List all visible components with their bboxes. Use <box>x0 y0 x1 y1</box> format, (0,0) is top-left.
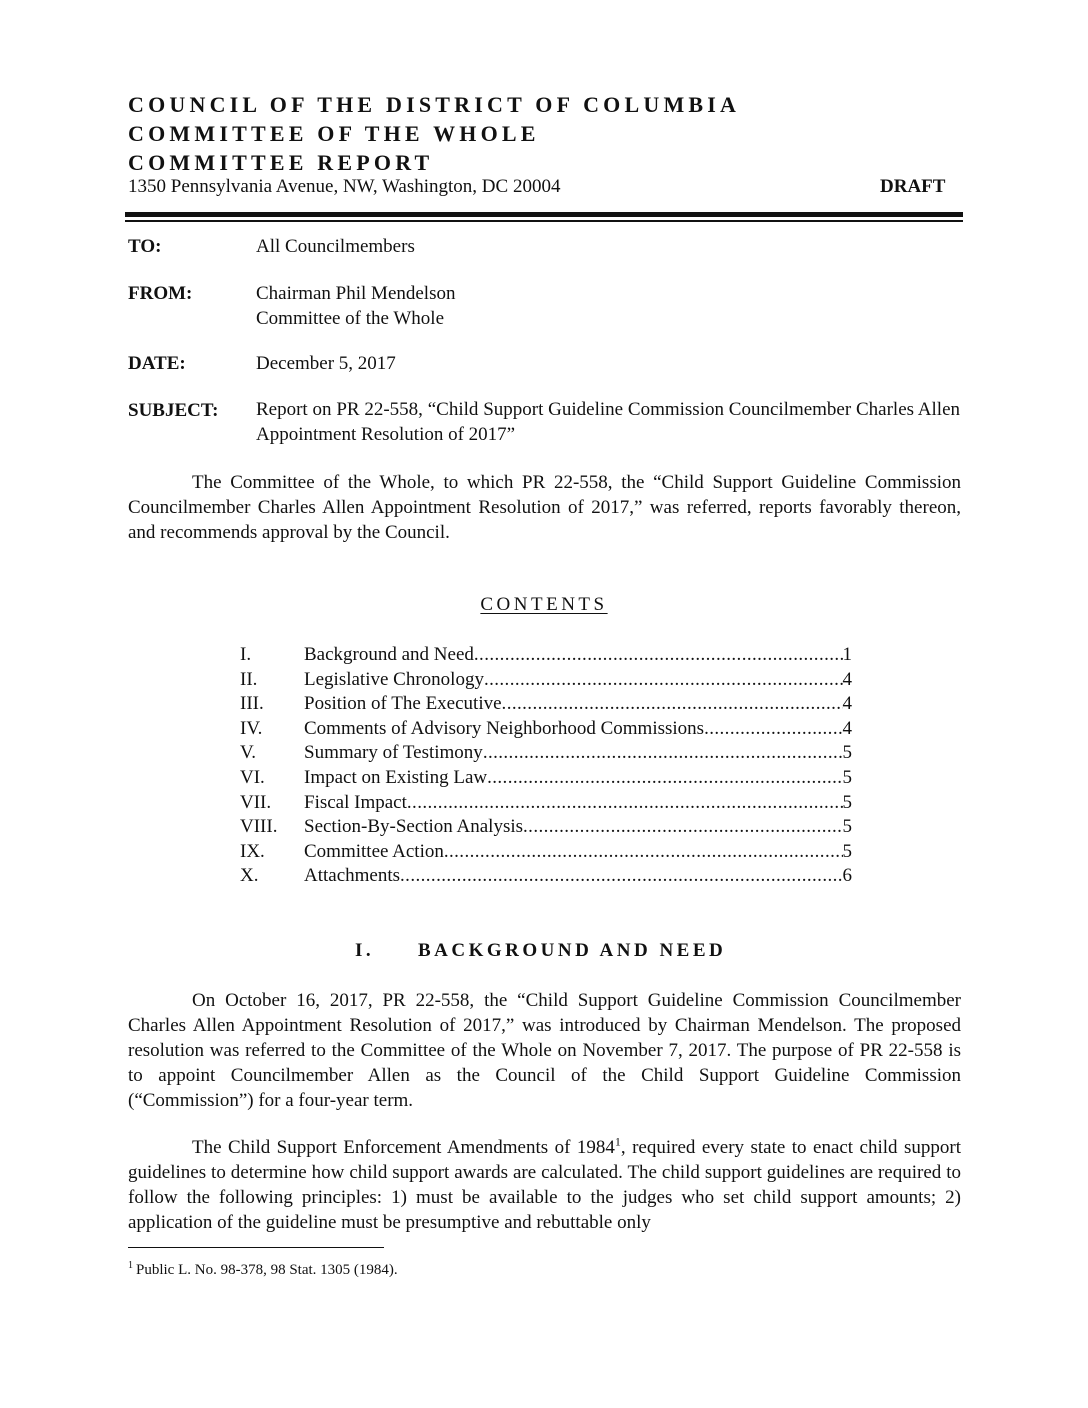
toc-page: 5 <box>842 816 852 838</box>
from-label: FROM: <box>128 283 193 304</box>
toc-row[interactable] <box>240 865 852 890</box>
header-rule-thick <box>125 212 963 217</box>
toc-leader <box>523 816 842 838</box>
toc-row[interactable] <box>240 644 852 669</box>
background-paragraph-1: On October 16, 2017, PR 22-558, the “Child Support Guideline Commission Councilmember Charles Allen Appointment Resolution of 2017,” was introduced by Chairman Mendelson. The proposed resolution was referred to the Committee of the Whole on November 7, 2017. The purpose of PR 22-558 is to appoint Councilmember Allen as the Council of the Child Support Guideline Commission (“Commission”) for a four-year term. <box>128 990 961 1111</box>
toc-number: II. <box>240 668 258 690</box>
toc-number: I. <box>240 644 252 665</box>
toc-title: Fiscal Impact <box>304 791 407 813</box>
section-title: BACKGROUND AND NEED <box>418 940 727 961</box>
from-value-name: Chairman Phil Mendelson <box>256 283 456 304</box>
toc-leader <box>483 742 843 764</box>
toc-number: IX. <box>240 840 265 862</box>
toc-page: 4 <box>842 693 852 715</box>
footnote-marker: 1 <box>128 1260 133 1271</box>
date-label: DATE: <box>128 353 186 374</box>
header-rule-thin <box>125 220 963 222</box>
toc-title: Comments of Advisory Neighborhood Commissions <box>304 717 705 739</box>
from-value-committee: Committee of the Whole <box>256 308 445 329</box>
committee-name: COMMITTEE OF THE WHOLE <box>128 121 540 146</box>
draft-label: DRAFT <box>880 176 946 197</box>
toc-number: VII. <box>240 791 272 813</box>
footnote-separator <box>128 1247 384 1248</box>
toc-leader <box>484 669 843 691</box>
report-type: COMMITTEE REPORT <box>128 150 434 175</box>
toc-leader <box>400 865 842 887</box>
toc-page: 4 <box>842 668 852 690</box>
toc-leader <box>487 767 842 789</box>
toc-page: 1 <box>842 644 852 665</box>
toc-page: 4 <box>842 717 852 739</box>
toc-page: 5 <box>842 742 852 764</box>
toc-row[interactable] <box>240 718 852 743</box>
toc-page: 5 <box>842 840 852 862</box>
toc-row[interactable] <box>240 792 852 817</box>
toc-title: Impact on Existing Law <box>304 766 488 788</box>
toc-leader <box>474 644 843 666</box>
toc-title: Background and Need <box>304 644 474 665</box>
subject-value: Report on PR 22-558, “Child Support Guideline Commission Councilmember Charles Allen Appointment Resolution of 2017” <box>256 399 960 445</box>
toc-leader <box>502 693 843 715</box>
toc-row[interactable] <box>240 816 852 841</box>
toc-row[interactable] <box>240 693 852 718</box>
subject-label: SUBJECT: <box>128 400 219 421</box>
toc-title: Attachments <box>304 865 401 887</box>
toc-leader <box>407 792 843 814</box>
toc-number: VIII. <box>240 816 278 838</box>
to-label: TO: <box>128 236 162 257</box>
to-value: All Councilmembers <box>256 236 415 257</box>
footnote-reference[interactable]: 1 <box>614 1134 621 1149</box>
toc-title: Position of The Executive <box>304 693 502 715</box>
toc-title: Committee Action <box>304 840 444 862</box>
table-of-contents <box>240 644 852 890</box>
toc-number: III. <box>240 693 264 715</box>
contents-heading-text: CONTENTS <box>480 594 608 615</box>
toc-row[interactable] <box>240 767 852 792</box>
toc-leader <box>704 718 842 740</box>
toc-page: 6 <box>842 865 852 887</box>
footnote-text: Public L. No. 98-378, 98 Stat. 1305 (1984). <box>136 1262 398 1278</box>
toc-number: IV. <box>240 717 263 739</box>
intro-paragraph: The Committee of the Whole, to which PR 22-558, the “Child Support Guideline Commission Councilmember Charles Allen Appointment Resolution of 2017,” was referred, reports favorably thereon, and recommends approval by the Council. <box>128 472 961 543</box>
paragraph-2-rest: , required every state to enact child support guidelines to determine how child support awards are calculated. The child support guidelines are required to follow the following principles: 1) must be available to the judges who set child support amounts; 2) application of the guideline must be presumptive and rebuttable only <box>128 1137 961 1233</box>
paragraph-2-start: The Child Support Enforcement Amendments of 1984 <box>192 1137 615 1158</box>
toc-title: Section-By-Section Analysis <box>304 816 524 838</box>
toc-row[interactable] <box>240 841 852 866</box>
section-number: I. <box>355 940 375 961</box>
footnote <box>128 1262 398 1279</box>
contents-heading <box>0 594 1088 616</box>
toc-leader <box>444 841 843 863</box>
council-name: COUNCIL OF THE DISTRICT OF COLUMBIA <box>128 92 741 117</box>
toc-page: 5 <box>842 766 852 788</box>
council-address: 1350 Pennsylvania Avenue, NW, Washington, DC 20004 <box>128 176 561 197</box>
toc-number: V. <box>240 742 257 764</box>
date-value: December 5, 2017 <box>256 353 396 374</box>
toc-row[interactable] <box>240 742 852 767</box>
toc-number: VI. <box>240 766 265 788</box>
toc-row[interactable] <box>240 669 852 694</box>
toc-page: 5 <box>842 791 852 813</box>
toc-number: X. <box>240 865 259 887</box>
toc-title: Legislative Chronology <box>304 668 484 690</box>
background-paragraph-2 <box>128 1135 961 1235</box>
toc-title: Summary of Testimony <box>304 742 483 764</box>
